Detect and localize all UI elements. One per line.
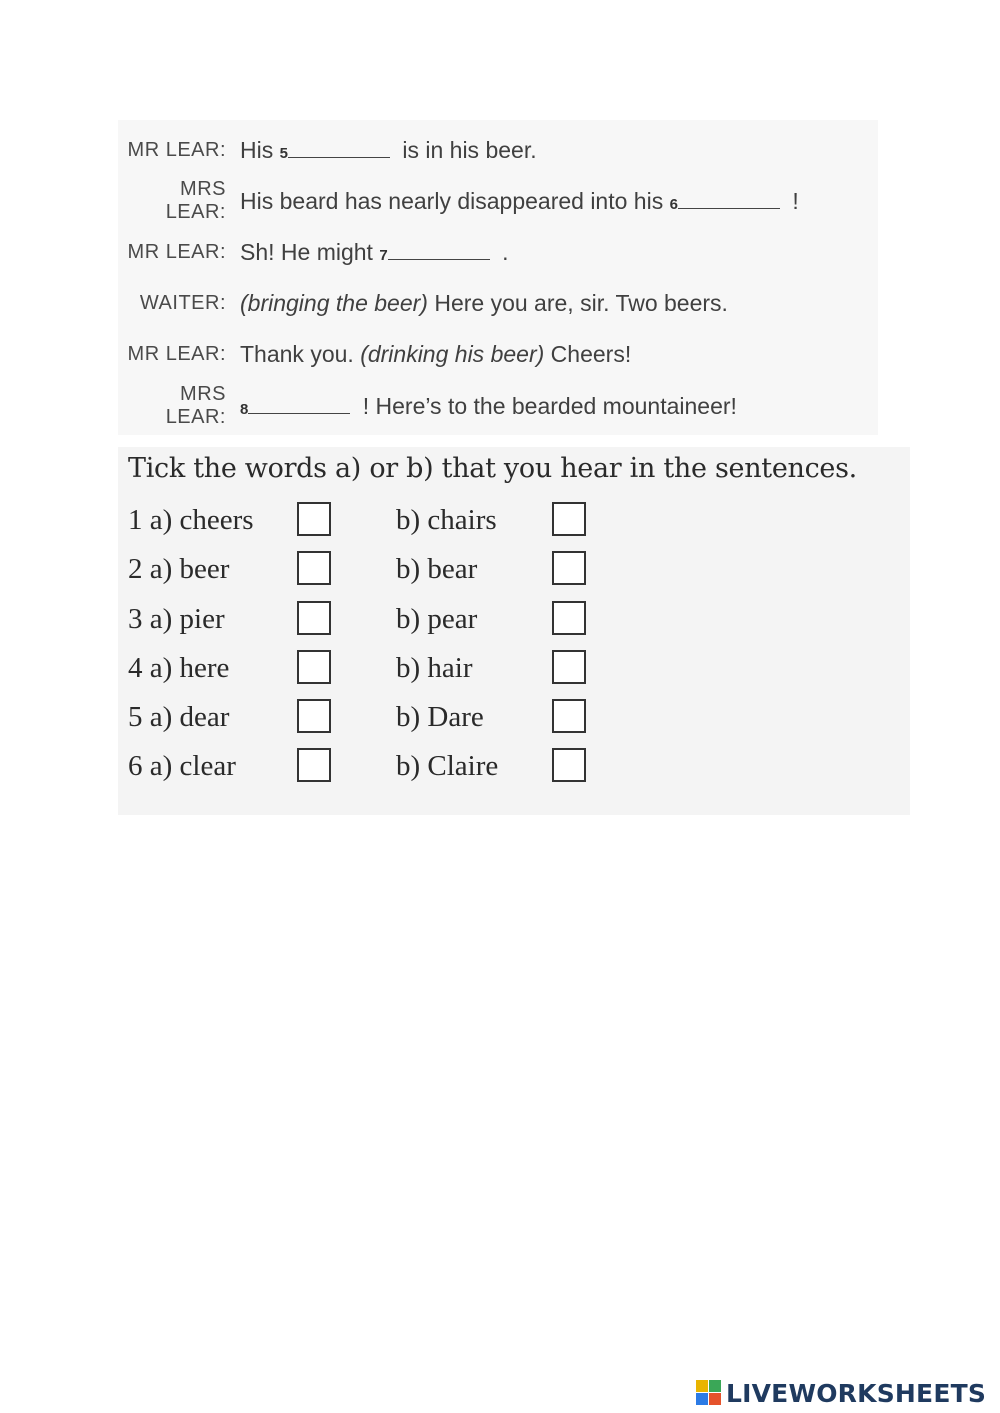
option-b-label: b) pear xyxy=(396,603,478,635)
option-a-checkbox[interactable] xyxy=(297,502,331,536)
speaker-label: MR LEAR: xyxy=(127,240,226,263)
option-b-label: b) chairs xyxy=(396,504,497,536)
speech-part: Here you are, sir. Two beers. xyxy=(427,289,728,316)
gap-blank[interactable] xyxy=(388,241,490,260)
option-a-label: 2 a) beer xyxy=(128,553,230,585)
speech-text xyxy=(240,393,737,420)
option-b-checkbox[interactable] xyxy=(552,502,586,536)
liveworksheets-logo-icon xyxy=(696,1380,722,1406)
option-a-label: 5 a) dear xyxy=(128,701,230,733)
option-a-checkbox[interactable] xyxy=(297,748,331,782)
option-a-label: 1 a) cheers xyxy=(128,504,254,536)
dialogue-line xyxy=(118,383,878,428)
speaker-label: MRS LEAR: xyxy=(165,178,226,223)
speech-part: Cheers! xyxy=(544,340,632,367)
option-b-checkbox[interactable] xyxy=(552,601,586,635)
dialogue-line xyxy=(118,334,878,374)
option-a-label: 6 a) clear xyxy=(128,750,236,782)
gap-number: 8 xyxy=(240,400,249,418)
option-b-label: b) bear xyxy=(396,553,478,585)
speech-part: ! xyxy=(785,187,799,214)
speech-part: is in his beer. xyxy=(395,136,537,163)
exercise-instruction: Tick the words a) or b) that you hear in the sentences. xyxy=(128,453,857,484)
option-a-checkbox[interactable] xyxy=(297,699,331,733)
exercise-row xyxy=(118,695,910,743)
speech-part: Thank you. xyxy=(240,340,361,367)
exercise-row xyxy=(118,498,910,546)
option-b-checkbox[interactable] xyxy=(552,551,586,585)
option-a-checkbox[interactable] xyxy=(297,601,331,635)
speech-part: . xyxy=(495,238,509,265)
speech-text xyxy=(240,239,508,266)
dialogue-line xyxy=(118,178,878,223)
option-b-checkbox[interactable] xyxy=(552,699,586,733)
speech-part: Sh! He might xyxy=(240,238,380,265)
speaker-label: MR LEAR: xyxy=(127,342,226,365)
gap-number: 7 xyxy=(379,246,388,264)
speaker-label: MRS LEAR: xyxy=(165,383,226,428)
liveworksheets-logo xyxy=(696,1377,986,1409)
brand-name: LIVEWORKSHEETS xyxy=(726,1378,987,1408)
option-b-label: b) Dare xyxy=(396,701,484,733)
exercise-row xyxy=(118,646,910,694)
option-b-label: b) Claire xyxy=(396,750,499,782)
speech-part: ! Here’s to the bearded mountaineer! xyxy=(356,392,737,419)
stage-direction: (bringing the beer) xyxy=(240,289,428,316)
gap-number: 5 xyxy=(279,144,288,162)
dialogue-line xyxy=(118,130,878,170)
tick-exercise-panel xyxy=(118,447,910,815)
gap-blank[interactable] xyxy=(288,139,390,158)
dialogue-line xyxy=(118,232,878,272)
speaker-label: MR LEAR: xyxy=(127,138,226,161)
speech-text xyxy=(240,188,799,215)
speech-text xyxy=(240,290,728,317)
exercise-row xyxy=(118,597,910,645)
speech-text xyxy=(240,341,631,368)
exercise-row xyxy=(118,547,910,595)
option-a-checkbox[interactable] xyxy=(297,650,331,684)
dialogue-panel xyxy=(118,120,878,435)
option-a-checkbox[interactable] xyxy=(297,551,331,585)
gap-blank[interactable] xyxy=(248,395,350,414)
option-a-label: 4 a) here xyxy=(128,652,230,684)
option-b-checkbox[interactable] xyxy=(552,748,586,782)
option-b-label: b) hair xyxy=(396,652,473,684)
speech-part: His beard has nearly disappeared into his xyxy=(240,187,670,214)
speaker-label: WAITER: xyxy=(139,291,226,314)
dialogue-line xyxy=(118,283,878,323)
stage-direction: (drinking his beer) xyxy=(360,340,545,367)
gap-blank[interactable] xyxy=(678,190,780,209)
option-b-checkbox[interactable] xyxy=(552,650,586,684)
option-a-label: 3 a) pier xyxy=(128,603,225,635)
speech-text xyxy=(240,137,537,164)
speech-part: His xyxy=(240,136,280,163)
exercise-row xyxy=(118,744,910,792)
gap-number: 6 xyxy=(669,195,678,213)
